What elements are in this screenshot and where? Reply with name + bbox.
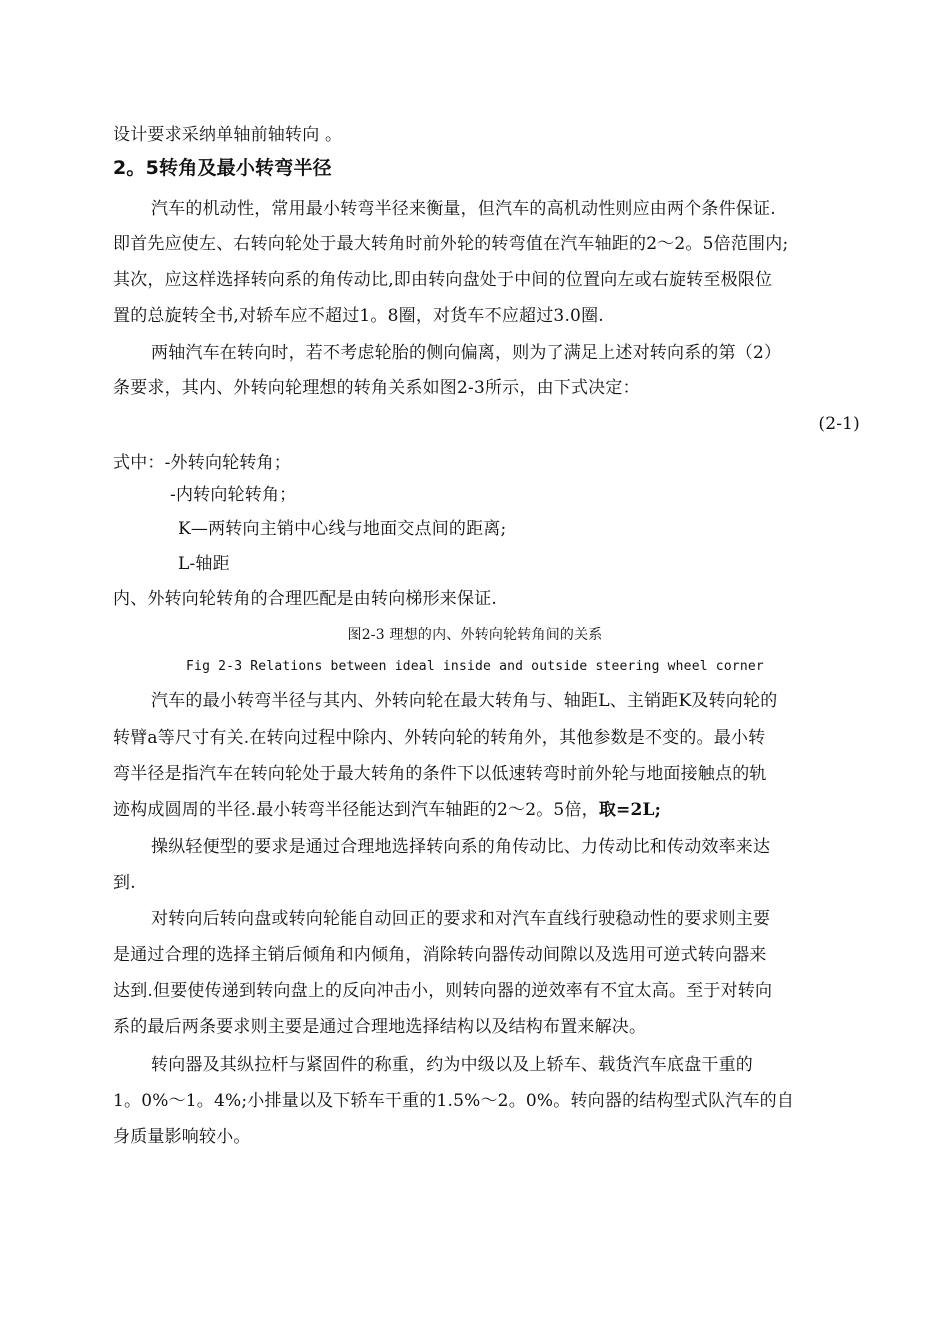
paragraph-line: 1。0%～1。4%;小排量以及下轿车干重的1.5%～2。0%。转向器的结构型式队汽车的自 <box>113 1091 795 1111</box>
figure-caption-cn: 图2-3 理想的内、外转向轮转角间的关系 <box>347 627 603 643</box>
where-line: L-轴距 <box>178 554 230 574</box>
paragraph-line: 对转向后转向盘或转向轮能自动回正的要求和对汽车直线行驶稳动性的要求则主要 <box>151 909 771 929</box>
section-heading: 2。5转角及最小转弯半径 <box>113 157 332 179</box>
paragraph-line: 是通过合理的选择主销后倾角和内倾角，消除转向器传动间隙以及选用可逆式转向器来 <box>113 945 767 965</box>
paragraph-line: 汽车的最小转弯半径与其内、外转向轮在最大转角与、轴距L、主销距K及转向轮的 <box>151 691 778 711</box>
paragraph-line: 即首先应使左、右转向轮处于最大转角时前外轮的转弯值在汽车轴距的2～2。5倍范围内; <box>113 234 789 254</box>
figure-caption-en: Fig 2-3 Relations between ideal inside and outside steering wheel corner <box>186 659 764 674</box>
paragraph-line: 操纵轻便型的要求是通过合理地选择转向系的角传动比、力传动比和传动效率来达 <box>151 837 771 857</box>
intro-line: 设计要求采纳单轴前轴转向 。 <box>113 125 343 145</box>
where-line: K—两转向主销中心线与地面交点间的距离; <box>178 519 507 539</box>
paragraph-line <box>113 799 661 821</box>
paragraph-line: 转臂a等尺寸有关.在转向过程中除内、外转向轮的转角外，其他参数是不变的。最小转 <box>113 728 766 748</box>
paragraph-line: 到. <box>113 873 136 893</box>
bold-formula: 取=2L; <box>598 800 662 820</box>
paragraph-line: 转向器及其纵拉杆与紧固件的称重，约为中级以及上轿车、载货汽车底盘干重的 <box>151 1055 753 1075</box>
paragraph-line: 系的最后两条要求则主要是通过合理地选择结构以及结构布置来解决。 <box>113 1017 647 1037</box>
paragraph-line: 置的总旋转全书,对轿车应不超过1。8圈，对货车不应超过3.0圈. <box>113 306 604 326</box>
note-line: 内、外转向轮转角的合理匹配是由转向梯形来保证. <box>113 589 498 609</box>
paragraph-line-text: 迹构成圆周的半径.最小转弯半径能达到汽车轴距的2～2。5倍， <box>113 800 599 820</box>
paragraph-line: 汽车的机动性，常用最小转弯半径来衡量，但汽车的高机动性则应由两个条件保证. <box>151 199 776 219</box>
paragraph-line: 条要求，其内、外转向轮理想的转角关系如图2-3所示，由下式决定： <box>113 378 640 398</box>
where-line: 式中：-外转向轮转角； <box>113 453 291 473</box>
paragraph-line: 两轴汽车在转向时，若不考虑轮胎的侧向偏离，则为了满足上述对转向系的第（2） <box>151 343 782 363</box>
paragraph-line: 弯半径是指汽车在转向轮处于最大转角的条件下以低速转弯时前外轮与地面接触点的轨 <box>113 764 767 784</box>
paragraph-line: 达到.但要使传递到转向盘上的反向冲击小，则转向器的逆效率有不宜太高。至于对转向 <box>113 981 773 1001</box>
paragraph-line: 身质量影响较小。 <box>113 1127 251 1147</box>
paragraph-line: 其次，应这样选择转向系的角传动比,即由转向盘处于中间的位置向左或右旋转至极限位 <box>113 270 773 290</box>
where-line: -内转向轮转角； <box>170 485 297 505</box>
equation-number: (2-1) <box>818 414 860 434</box>
